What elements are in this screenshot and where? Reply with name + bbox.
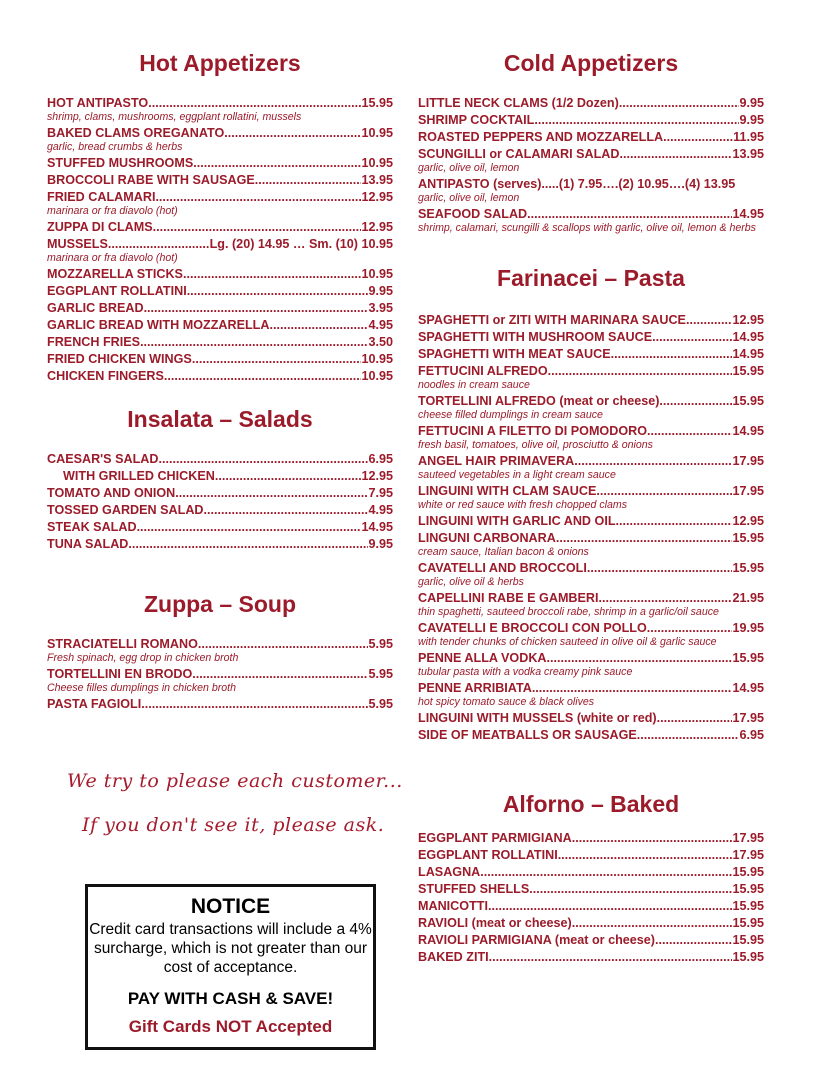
menu-item-description: white or red sauce with fresh chopped clams bbox=[418, 499, 628, 511]
menu-item bbox=[47, 300, 393, 317]
dot-leader bbox=[153, 219, 362, 236]
dot-leader bbox=[547, 650, 733, 667]
menu-item-name: MOZZARELLA STICKS bbox=[47, 267, 183, 281]
dot-leader bbox=[556, 530, 733, 547]
dot-leader bbox=[657, 710, 733, 727]
section-title: Hot Appetizers bbox=[139, 50, 301, 76]
dot-leader bbox=[655, 932, 732, 949]
dot-leader bbox=[108, 236, 210, 253]
menu-item bbox=[418, 620, 764, 637]
dot-leader bbox=[620, 146, 733, 163]
menu-item bbox=[418, 453, 764, 470]
menu-item bbox=[47, 125, 393, 142]
dot-leader bbox=[548, 363, 733, 380]
menu-item-name: BAKED CLAMS OREGANATO bbox=[47, 126, 225, 140]
menu-item-price: 6.95 bbox=[739, 728, 764, 742]
notice-gift-line: Gift Cards NOT Accepted bbox=[128, 1017, 333, 1036]
pasta-section bbox=[418, 265, 764, 744]
menu-item bbox=[47, 536, 393, 553]
dot-leader bbox=[269, 317, 368, 334]
menu-item bbox=[418, 915, 764, 932]
menu-item bbox=[47, 696, 393, 713]
dot-leader bbox=[529, 881, 732, 898]
menu-list bbox=[47, 95, 393, 385]
menu-item bbox=[418, 710, 764, 727]
menu-item bbox=[47, 95, 393, 112]
menu-item bbox=[418, 423, 764, 440]
menu-item-price: 15.95 bbox=[732, 394, 764, 408]
dot-leader bbox=[647, 423, 732, 440]
menu-item-description: sauteed vegetables in a light cream sauce bbox=[418, 469, 616, 481]
menu-item bbox=[47, 451, 393, 468]
menu-item-name: EGGPLANT ROLLATINI bbox=[418, 848, 558, 862]
menu-item-name: FRENCH FRIES bbox=[47, 335, 141, 349]
menu-item bbox=[418, 95, 764, 112]
menu-item-description: cream sauce, Italian bacon & onions bbox=[418, 546, 589, 558]
menu-item-price: 10.95 bbox=[361, 369, 393, 383]
menu-item-price: 10.95 bbox=[361, 352, 393, 366]
dot-leader bbox=[224, 125, 361, 142]
menu-list bbox=[47, 451, 393, 553]
dot-leader bbox=[647, 620, 733, 637]
menu-item-name: GARLIC BREAD bbox=[47, 301, 144, 315]
menu-item bbox=[47, 317, 393, 334]
menu-item-price: 15.95 bbox=[732, 899, 764, 913]
menu-item-price: 10.95 bbox=[361, 126, 393, 140]
menu-item-price: 19.95 bbox=[732, 621, 764, 635]
section-title: Cold Appetizers bbox=[503, 50, 679, 76]
salads-section bbox=[47, 406, 393, 553]
menu-item bbox=[418, 176, 764, 193]
menu-item-name: SPAGHETTI WITH MUSHROOM SAUCE bbox=[418, 330, 653, 344]
menu-item-name: ZUPPA DI CLAMS bbox=[47, 220, 153, 234]
menu-item-name: SPAGHETTI or ZITI WITH MARINARA SAUCE bbox=[418, 313, 686, 327]
dot-leader bbox=[527, 206, 732, 223]
menu-item-name: FRIED CHICKEN WINGS bbox=[47, 352, 192, 366]
menu-item-price: 10.95 bbox=[361, 267, 393, 281]
dot-leader bbox=[140, 334, 368, 351]
menu-item-price: 9.95 bbox=[368, 537, 393, 551]
menu-item-price: 9.95 bbox=[368, 284, 393, 298]
menu-item-price: 3.50 bbox=[368, 335, 393, 349]
menu-item-description: garlic, olive oil & herbs bbox=[418, 576, 524, 588]
dot-leader bbox=[489, 949, 733, 966]
menu-item bbox=[418, 513, 764, 530]
menu-item-price: 14.95 bbox=[732, 207, 764, 221]
menu-item-name: STRACIATELLI ROMANO bbox=[47, 637, 198, 651]
menu-item-name: ANGEL HAIR PRIMAVERA bbox=[418, 454, 575, 468]
menu-item bbox=[418, 146, 764, 163]
dot-leader bbox=[596, 483, 732, 500]
menu-item-price: 12.95 bbox=[361, 469, 393, 483]
menu-item-name: FETTUCINI ALFREDO bbox=[418, 364, 548, 378]
menu-item-description: cheese filled dumplings in cream sauce bbox=[418, 409, 603, 421]
dot-leader bbox=[158, 451, 368, 468]
section-title: Alforno – Baked bbox=[502, 791, 680, 817]
dot-leader bbox=[215, 468, 362, 485]
menu-item bbox=[418, 590, 764, 607]
menu-item-price: 15.95 bbox=[732, 651, 764, 665]
menu-item-name: BAKED ZITI bbox=[418, 950, 489, 964]
dot-leader bbox=[572, 915, 733, 932]
menu-item bbox=[418, 530, 764, 547]
menu-item-price: 3.95 bbox=[368, 301, 393, 315]
menu-item bbox=[418, 393, 764, 410]
menu-item-name: HOT ANTIPASTO bbox=[47, 96, 149, 110]
dot-leader bbox=[192, 351, 362, 368]
menu-item-price: 4.95 bbox=[368, 318, 393, 332]
menu-item-name: SCUNGILLI or CALAMARI SALAD bbox=[418, 147, 620, 161]
dot-leader bbox=[148, 95, 361, 112]
menu-item-description: marinara or fra diavolo (hot) bbox=[47, 205, 178, 217]
dot-leader bbox=[128, 536, 368, 553]
tagline-line2: If you don't see it, please ask. bbox=[82, 814, 385, 836]
menu-item-name: CAVATELLI AND BROCCOLI bbox=[418, 561, 587, 575]
dot-leader bbox=[587, 560, 733, 577]
menu-item-price: 15.95 bbox=[732, 531, 764, 545]
menu-item bbox=[47, 189, 393, 206]
menu-item-description: with tender chunks of chicken sauteed in olive oil & garlic sauce bbox=[418, 636, 717, 648]
dot-leader bbox=[572, 830, 733, 847]
menu-item-price: 5.95 bbox=[368, 667, 393, 681]
menu-item bbox=[47, 666, 393, 683]
dot-leader bbox=[155, 189, 361, 206]
menu-item-price: 10.95 bbox=[361, 156, 393, 170]
menu-item bbox=[418, 881, 764, 898]
menu-item bbox=[418, 129, 764, 146]
menu-list bbox=[47, 636, 393, 713]
menu-item-name: SPAGHETTI WITH MEAT SAUCE bbox=[418, 347, 611, 361]
menu-item-price: 15.95 bbox=[732, 882, 764, 896]
menu-item-price: 6.95 bbox=[368, 452, 393, 466]
dot-leader bbox=[193, 155, 361, 172]
menu-item bbox=[418, 932, 764, 949]
section-title: Insalata – Salads bbox=[127, 406, 313, 432]
menu-item-name: RAVIOLI PARMIGIANA (meat or cheese) bbox=[418, 933, 655, 947]
soup-section bbox=[47, 591, 393, 713]
baked-section bbox=[418, 791, 764, 966]
menu-item-name: STUFFED SHELLS bbox=[418, 882, 530, 896]
menu-item-name: TUNA SALAD bbox=[47, 537, 129, 551]
dot-leader bbox=[141, 696, 368, 713]
menu-item-name: WITH GRILLED CHICKEN bbox=[63, 469, 215, 483]
menu-item bbox=[418, 112, 764, 129]
menu-item-name: TORTELLINI ALFREDO (meat or cheese) bbox=[418, 394, 660, 408]
dot-leader bbox=[175, 485, 368, 502]
menu-item-price: 14.95 bbox=[732, 681, 764, 695]
dot-leader bbox=[663, 129, 733, 146]
menu-item-name: LINGUINI WITH CLAM SAUCE bbox=[418, 484, 597, 498]
dot-leader bbox=[488, 898, 733, 915]
dot-leader bbox=[619, 95, 740, 112]
dot-leader bbox=[686, 312, 733, 329]
dot-leader bbox=[637, 727, 740, 744]
notice-body: Credit card transactions will include a 4% surcharge, which is not greater than our cost of acceptance. bbox=[89, 921, 372, 976]
menu-item bbox=[47, 502, 393, 519]
menu-item-description: shrimp, clams, mushrooms, eggplant rollatini, mussels bbox=[47, 111, 302, 123]
dot-leader bbox=[534, 112, 739, 129]
dot-leader bbox=[144, 300, 369, 317]
menu-item-description: hot spicy tomato sauce & black olives bbox=[418, 696, 595, 708]
menu-item-name: RAVIOLI (meat or cheese) bbox=[418, 916, 572, 930]
menu-item-price: 17.95 bbox=[732, 831, 764, 845]
menu-item-price: 21.95 bbox=[732, 591, 764, 605]
dot-leader bbox=[611, 346, 733, 363]
menu-item-price: 14.95 bbox=[732, 347, 764, 361]
menu-item-price: Lg. (20) 14.95 … Sm. (10) 10.95 bbox=[209, 237, 393, 251]
menu-item-price: 13.95 bbox=[361, 173, 393, 187]
section-title: Farinacei – Pasta bbox=[497, 265, 685, 291]
menu-item bbox=[418, 830, 764, 847]
menu-item-price: 9.95 bbox=[739, 113, 764, 127]
menu-item-name: PENNE ARRIBIATA bbox=[418, 681, 532, 695]
dot-leader bbox=[198, 636, 369, 653]
dot-leader bbox=[137, 519, 362, 536]
menu-item bbox=[47, 334, 393, 351]
menu-item-price: 11.95 bbox=[733, 130, 764, 144]
menu-item-name: ANTIPASTO (serves).....(1) 7.95….(2) 10.95….(4) 13.95 bbox=[418, 177, 736, 191]
dot-leader bbox=[659, 393, 732, 410]
menu-item-name: TORTELLINI EN BRODO bbox=[47, 667, 193, 681]
dot-leader bbox=[616, 513, 733, 530]
section-title: Zuppa – Soup bbox=[143, 591, 297, 617]
menu-item-name: CAPELLINI RABE E GAMBERI bbox=[418, 591, 599, 605]
menu-item bbox=[47, 283, 393, 300]
menu-item bbox=[418, 680, 764, 697]
menu-item-price: 12.95 bbox=[732, 313, 764, 327]
menu-item-price: 15.95 bbox=[732, 561, 764, 575]
menu-item-name: LASAGNA bbox=[418, 865, 481, 879]
menu-item-price: 15.95 bbox=[361, 96, 393, 110]
menu-item-name: GARLIC BREAD WITH MOZZARELLA bbox=[47, 318, 270, 332]
menu-item bbox=[418, 949, 764, 966]
dot-leader bbox=[574, 453, 732, 470]
menu-item-name: MANICOTTI bbox=[418, 899, 488, 913]
menu-item-price: 12.95 bbox=[361, 220, 393, 234]
menu-item-name: STUFFED MUSHROOMS bbox=[47, 156, 194, 170]
menu-item-name: STEAK SALAD bbox=[47, 520, 137, 534]
dot-leader bbox=[187, 283, 369, 300]
menu-item-name: LITTLE NECK CLAMS (1/2 Dozen) bbox=[418, 96, 619, 110]
menu-item-description: Fresh spinach, egg drop in chicken broth bbox=[47, 652, 239, 664]
menu-item-description: thin spaghetti, sauteed broccoli rabe, shrimp in a garlic/oil sauce bbox=[418, 606, 719, 618]
menu-item-description: garlic, bread crumbs & herbs bbox=[47, 141, 183, 153]
menu-item-price: 15.95 bbox=[732, 364, 764, 378]
menu-item-price: 17.95 bbox=[732, 711, 764, 725]
dot-leader bbox=[558, 847, 733, 864]
menu-item-name: EGGPLANT PARMIGIANA bbox=[418, 831, 572, 845]
menu-item-price: 17.95 bbox=[732, 484, 764, 498]
tagline-line1: We try to please each customer... bbox=[67, 770, 403, 792]
menu-item bbox=[418, 312, 764, 329]
menu-item-name: SHRIMP COCKTAIL bbox=[418, 113, 535, 127]
menu-item bbox=[47, 236, 393, 253]
notice-box bbox=[85, 884, 376, 1050]
menu-item bbox=[418, 346, 764, 363]
notice-cash-line: PAY WITH CASH & SAVE! bbox=[127, 989, 334, 1008]
menu-item-price: 15.95 bbox=[732, 933, 764, 947]
menu-item-price: 14.95 bbox=[732, 330, 764, 344]
menu-item-price: 15.95 bbox=[732, 950, 764, 964]
menu-item bbox=[47, 636, 393, 653]
cold-appetizers-section bbox=[418, 50, 764, 236]
menu-item bbox=[418, 864, 764, 881]
notice-title: NOTICE bbox=[190, 895, 271, 918]
dot-leader bbox=[599, 590, 733, 607]
menu-item-name: EGGPLANT ROLLATINI bbox=[47, 284, 187, 298]
menu-item-price: 13.95 bbox=[732, 147, 764, 161]
menu-item-description: Cheese filles dumplings in chicken broth bbox=[47, 682, 237, 694]
menu-item-description: shrimp, calamari, scungilli & scallops with garlic, olive oil, lemon & herbs bbox=[418, 222, 756, 234]
menu-item-name: BROCCOLI RABE WITH SAUSAGE bbox=[47, 173, 255, 187]
dot-leader bbox=[192, 666, 368, 683]
menu-item bbox=[418, 560, 764, 577]
menu-item-name: SEAFOOD SALAD bbox=[418, 207, 528, 221]
menu-item bbox=[418, 727, 764, 744]
menu-item-name: TOMATO AND ONION bbox=[47, 486, 176, 500]
menu-item-name: CAVATELLI E BROCCOLI CON POLLO bbox=[418, 621, 647, 635]
menu-item bbox=[47, 155, 393, 172]
menu-item bbox=[47, 468, 393, 485]
menu-item bbox=[418, 329, 764, 346]
menu-item-name: MUSSELS bbox=[47, 237, 108, 251]
menu-item-name: LINGUNI CARBONARA bbox=[418, 531, 556, 545]
dot-leader bbox=[532, 680, 733, 697]
menu-item-name: LINGUINI WITH MUSSELS (white or red) bbox=[418, 711, 657, 725]
menu-item bbox=[47, 266, 393, 283]
menu-item-description: garlic, olive oil, lemon bbox=[418, 192, 520, 204]
dot-leader bbox=[255, 172, 362, 189]
menu-item-name: SIDE OF MEATBALLS OR SAUSAGE bbox=[418, 728, 637, 742]
dot-leader bbox=[480, 864, 732, 881]
menu-item bbox=[418, 650, 764, 667]
menu-item-description: garlic, olive oil, lemon bbox=[418, 162, 520, 174]
menu-item bbox=[418, 363, 764, 380]
menu-item-price: 14.95 bbox=[361, 520, 393, 534]
menu-item-name: LINGUINI WITH GARLIC AND OIL bbox=[418, 514, 616, 528]
menu-item-price: 7.95 bbox=[368, 486, 393, 500]
menu-item-price: 5.95 bbox=[368, 697, 393, 711]
hot-appetizers-section bbox=[47, 50, 393, 385]
menu-item-name: CHICKEN FINGERS bbox=[47, 369, 164, 383]
menu-item bbox=[418, 206, 764, 223]
menu-item-description: tubular pasta with a vodka creamy pink sauce bbox=[418, 666, 633, 678]
menu-item-price: 5.95 bbox=[368, 637, 393, 651]
menu-item-price: 14.95 bbox=[732, 424, 764, 438]
menu-item-name: FETTUCINI A FILETTO DI POMODORO bbox=[418, 424, 648, 438]
menu-item-name: PENNE ALLA VODKA bbox=[418, 651, 547, 665]
menu-item-name: PASTA FAGIOLI bbox=[47, 697, 142, 711]
menu-list bbox=[418, 95, 764, 235]
menu-item bbox=[418, 483, 764, 500]
menu-item bbox=[418, 898, 764, 915]
dot-leader bbox=[652, 329, 732, 346]
menu-item-price: 12.95 bbox=[732, 514, 764, 528]
menu-item-price: 15.95 bbox=[732, 916, 764, 930]
menu-item-price: 4.95 bbox=[368, 503, 393, 517]
menu-item-description: fresh basil, tomatoes, olive oil, prosciutto & onions bbox=[418, 439, 653, 451]
menu-item bbox=[47, 519, 393, 536]
menu-item-price: 15.95 bbox=[732, 865, 764, 879]
menu-item-price: 17.95 bbox=[732, 848, 764, 862]
menu-item bbox=[47, 485, 393, 502]
menu-item bbox=[418, 847, 764, 864]
menu-item-name: TOSSED GARDEN SALAD bbox=[47, 503, 204, 517]
menu-list bbox=[418, 312, 764, 744]
dot-leader bbox=[164, 368, 362, 385]
menu-item-name: FRIED CALAMARI bbox=[47, 190, 156, 204]
menu-item-price: 9.95 bbox=[739, 96, 764, 110]
menu-item bbox=[47, 219, 393, 236]
menu-item-description: noodles in cream sauce bbox=[418, 379, 530, 391]
menu-item-price: 17.95 bbox=[732, 454, 764, 468]
dot-leader bbox=[204, 502, 369, 519]
menu-item-price: 12.95 bbox=[361, 190, 393, 204]
menu-item-description: marinara or fra diavolo (hot) bbox=[47, 252, 178, 264]
menu-item bbox=[47, 351, 393, 368]
dot-leader bbox=[183, 266, 362, 283]
menu-item bbox=[47, 368, 393, 385]
menu-list bbox=[418, 830, 764, 966]
menu-item bbox=[47, 172, 393, 189]
menu-item-name: ROASTED PEPPERS AND MOZZARELLA bbox=[418, 130, 664, 144]
menu-item-name: CAESAR'S SALAD bbox=[47, 452, 159, 466]
